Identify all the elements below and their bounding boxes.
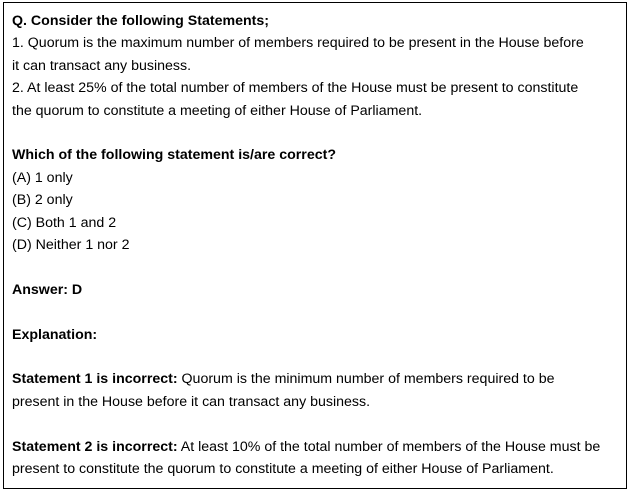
spacer: [12, 301, 618, 323]
spacer: [12, 256, 618, 278]
explanation-heading: Explanation:: [12, 326, 98, 343]
spacer: [12, 122, 618, 144]
statement-2-line-1: 2. At least 25% of the total number of members of the House must be present to constitute: [12, 80, 579, 97]
statement-2-label: Statement 2 is incorrect:: [12, 438, 178, 455]
explanation-statement-1-line-1: [12, 368, 618, 390]
statement-1-line-1: 1. Quorum is the maximum number of members required to be present in the House before: [12, 35, 584, 52]
answer: Answer: D: [12, 281, 83, 298]
option-c: (C) Both 1 and 2: [12, 214, 117, 231]
question-prompt: Which of the following statement is/are correct?: [12, 147, 336, 164]
option-b: (B) 2 only: [12, 192, 73, 209]
question-title: Q. Consider the following Statements;: [12, 13, 269, 29]
option-a: (A) 1 only: [12, 169, 73, 186]
explanation-statement-1-line-2: present in the House before it can transact any business.: [12, 393, 371, 410]
option-d: (D) Neither 1 nor 2: [12, 237, 130, 254]
explanation-statement-2-line-1: [12, 436, 618, 458]
spacer: [12, 413, 618, 435]
spacer: [12, 346, 618, 368]
statement-1-text: Quorum is the minimum number of members required to be: [177, 371, 555, 388]
question-card: [3, 2, 627, 489]
statement-1-label: Statement 1 is incorrect:: [12, 371, 178, 388]
statement-1-line-2: it can transact any business.: [12, 57, 192, 74]
statement-2-text: At least 10% of the total number of members of the House must be: [177, 438, 601, 455]
explanation-statement-2-line-2: present to constitute the quorum to constitute a meeting of either House of Parliament.: [12, 461, 554, 478]
statement-2-line-2: the quorum to constitute a meeting of either House of Parliament.: [12, 102, 423, 119]
